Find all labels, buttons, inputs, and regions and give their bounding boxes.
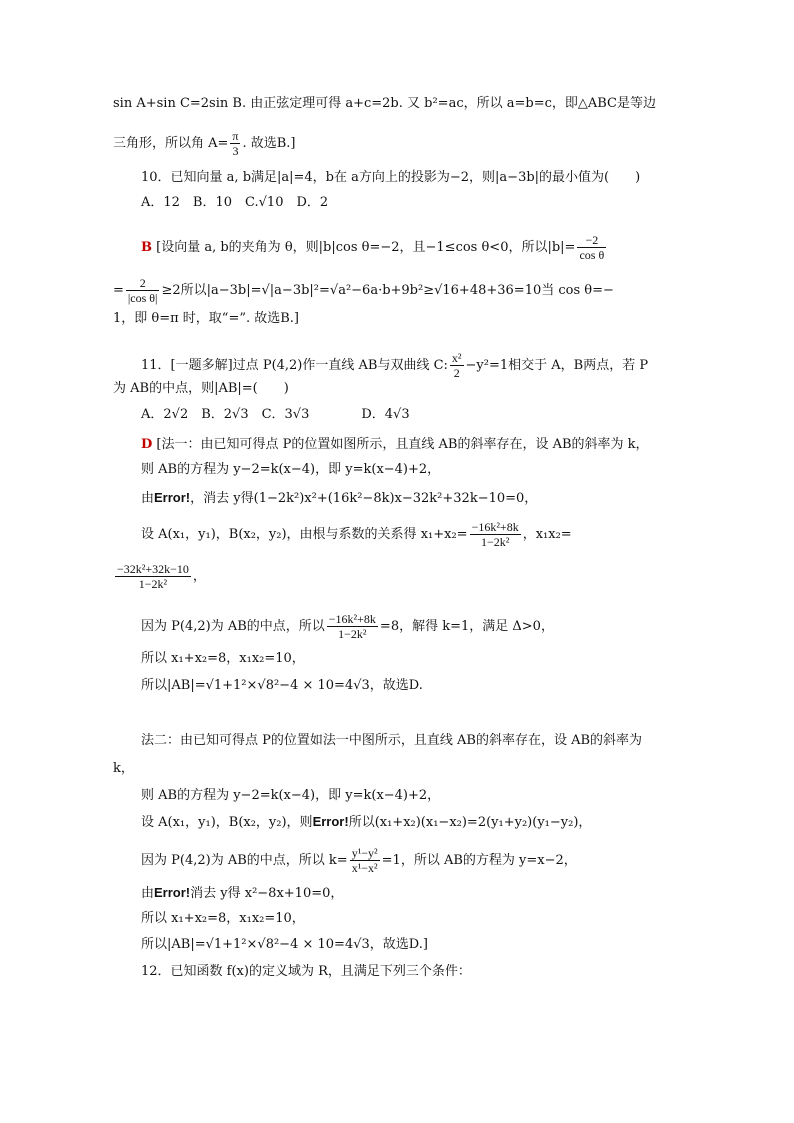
fraction	[230, 129, 240, 158]
fraction-denominator: 1−2k²	[338, 627, 367, 641]
fraction	[115, 562, 191, 591]
answer-11-line: 所以|AB|=√1+1²×√8²−4 × 10=4√3，故选D.	[141, 678, 423, 693]
answer-10-line	[141, 233, 608, 262]
error-marker: Error!	[312, 814, 349, 829]
fraction-numerator: −16k²+8k	[471, 520, 519, 534]
method-2-line: 法二：由已知可得点 P的位置如法一中图所示，且直线 AB的斜率存在，设 AB的斜率为	[141, 733, 643, 748]
answer-letter: B	[141, 240, 152, 255]
error-marker: Error!	[154, 885, 191, 900]
answer-10-line	[113, 276, 614, 305]
method-2-line	[141, 884, 343, 903]
fraction-denominator: cos θ	[579, 248, 605, 262]
text-fragment: 设 A(x₁，y₁)，B(x₂，y₂)，由根与系数的关系得 x₁+x₂=	[141, 527, 468, 542]
text-fragment: =	[113, 283, 124, 298]
fraction-numerator: x²	[451, 351, 462, 365]
fraction-numerator: −32k²+32k−10	[117, 562, 189, 576]
question-11	[141, 351, 648, 380]
fraction-numerator: π	[232, 129, 239, 143]
text-fragment: ≥2所以|a−3b|=√|a−3b|²=√a²−6a·b+9b²≥√16+48+36=10当 cos θ=−	[161, 283, 614, 298]
question-10: 10．已知向量 a, b满足|a|=4，b在 a方向上的投影为−2，则|a−3b|的最小值为( )	[141, 170, 641, 185]
fraction-denominator: 3	[232, 144, 239, 158]
text-fragment: 消去 y得 x²−8x+10=0，	[190, 886, 344, 901]
answer-11-line	[113, 562, 206, 591]
answer-11-line	[141, 489, 537, 508]
fraction-numerator: 2	[126, 276, 160, 291]
text-line: sin A+sin C=2sin B. 由正弦定理可得 a+c=2b. 又 b²=ac，所以 a=b=c，即△ABC是等边	[113, 96, 657, 111]
text-fragment: 由	[141, 491, 155, 506]
text-fragment: ，	[192, 569, 206, 584]
answer-11-line: 所以 x₁+x₂=8，x₁x₂=10，	[141, 651, 305, 666]
text-fragment: ，x₁x₂=	[522, 527, 572, 542]
text-fragment: =1，所以 AB的方程为 y=x−2，	[381, 853, 577, 868]
method-2-line: 所以|AB|=√1+1²×√8²−4 × 10=4√3，故选D.]	[141, 937, 428, 952]
fraction-denominator: 1−2k²	[480, 535, 510, 549]
text-fragment: 11．[一题多解]过点 P(4,2)作一直线 AB与双曲线 C:	[141, 358, 448, 373]
fraction	[350, 846, 380, 875]
text-fragment: 设 A(x₁，y₁)，B(x₂，y₂)，则	[141, 815, 313, 830]
fraction-denominator: |cos θ|	[127, 291, 158, 305]
fraction-numerator: y¹−y²	[351, 846, 378, 860]
fraction-denominator: 2	[453, 366, 460, 380]
text-fragment: . 故选B.]	[242, 136, 296, 151]
method-2-line	[141, 846, 577, 875]
question-12: 12．已知函数 f(x)的定义域为 R，且满足下列三个条件：	[141, 964, 471, 979]
fraction-denominator: 1−2k²	[138, 577, 168, 591]
question-11-line: 为 AB的中点，则|AB|=( )	[113, 381, 289, 396]
fraction-numerator: −2	[577, 233, 606, 248]
method-2-line: 则 AB的方程为 y−2=k(x−4)，即 y=k(x−4)+2，	[141, 788, 441, 803]
text-fragment: [法一：由已知可得点 P的位置如图所示，且直线 AB的斜率存在，设 AB的斜率为 k，	[156, 437, 649, 452]
method-2-line	[141, 813, 591, 832]
answer-11-line: 则 AB的方程为 y−2=k(x−4)，即 y=k(x−4)+2，	[141, 462, 441, 477]
answer-11-line	[141, 612, 554, 641]
answer-10-line: 1，即 θ=π 时，取“=”. 故选B.]	[113, 311, 300, 326]
text-fragment: 由	[141, 886, 155, 901]
fraction	[470, 520, 521, 549]
text-fragment: −y²=1相交于 A，B两点，若 P	[465, 358, 649, 373]
text-fragment: 因为 P(4,2)为 AB的中点，所以 k=	[141, 853, 348, 868]
answer-letter: D	[141, 437, 153, 452]
text-fragment: =8，解得 k=1，满足 Δ>0，	[379, 619, 554, 634]
text-fragment: ，消去 y得(1−2k²)x²+(16k²−8k)x−32k²+32k−10=0，	[190, 491, 538, 506]
answer-11-line	[141, 436, 649, 454]
fraction	[327, 612, 378, 641]
fraction	[577, 233, 606, 262]
question-11-options: A．2√2 B．2√3 C．3√3 D．4√3	[141, 407, 410, 422]
question-10-options: A．12 B．10 C.√10 D．2	[141, 195, 329, 210]
fraction	[126, 276, 160, 305]
method-2-line: 所以 x₁+x₂=8，x₁x₂=10，	[141, 911, 305, 926]
text-fragment: 所以(x₁+x₂)(x₁−x₂)=2(y₁+y₂)(y₁−y₂)，	[348, 815, 592, 830]
text-line	[113, 129, 296, 158]
fraction-numerator: −16k²+8k	[328, 612, 376, 626]
fraction	[450, 351, 464, 380]
method-2-line: k，	[113, 761, 134, 776]
text-fragment: 因为 P(4,2)为 AB的中点，所以	[141, 619, 325, 634]
text-fragment: 三角形，所以角 A=	[113, 136, 229, 151]
fraction-denominator: x¹−x²	[351, 861, 378, 875]
error-marker: Error!	[154, 490, 191, 505]
answer-11-line	[141, 520, 572, 549]
text-fragment: [设向量 a, b的夹角为 θ，则|b|cos θ=−2，且−1≤cos θ<0，所以|b|=	[156, 240, 576, 255]
